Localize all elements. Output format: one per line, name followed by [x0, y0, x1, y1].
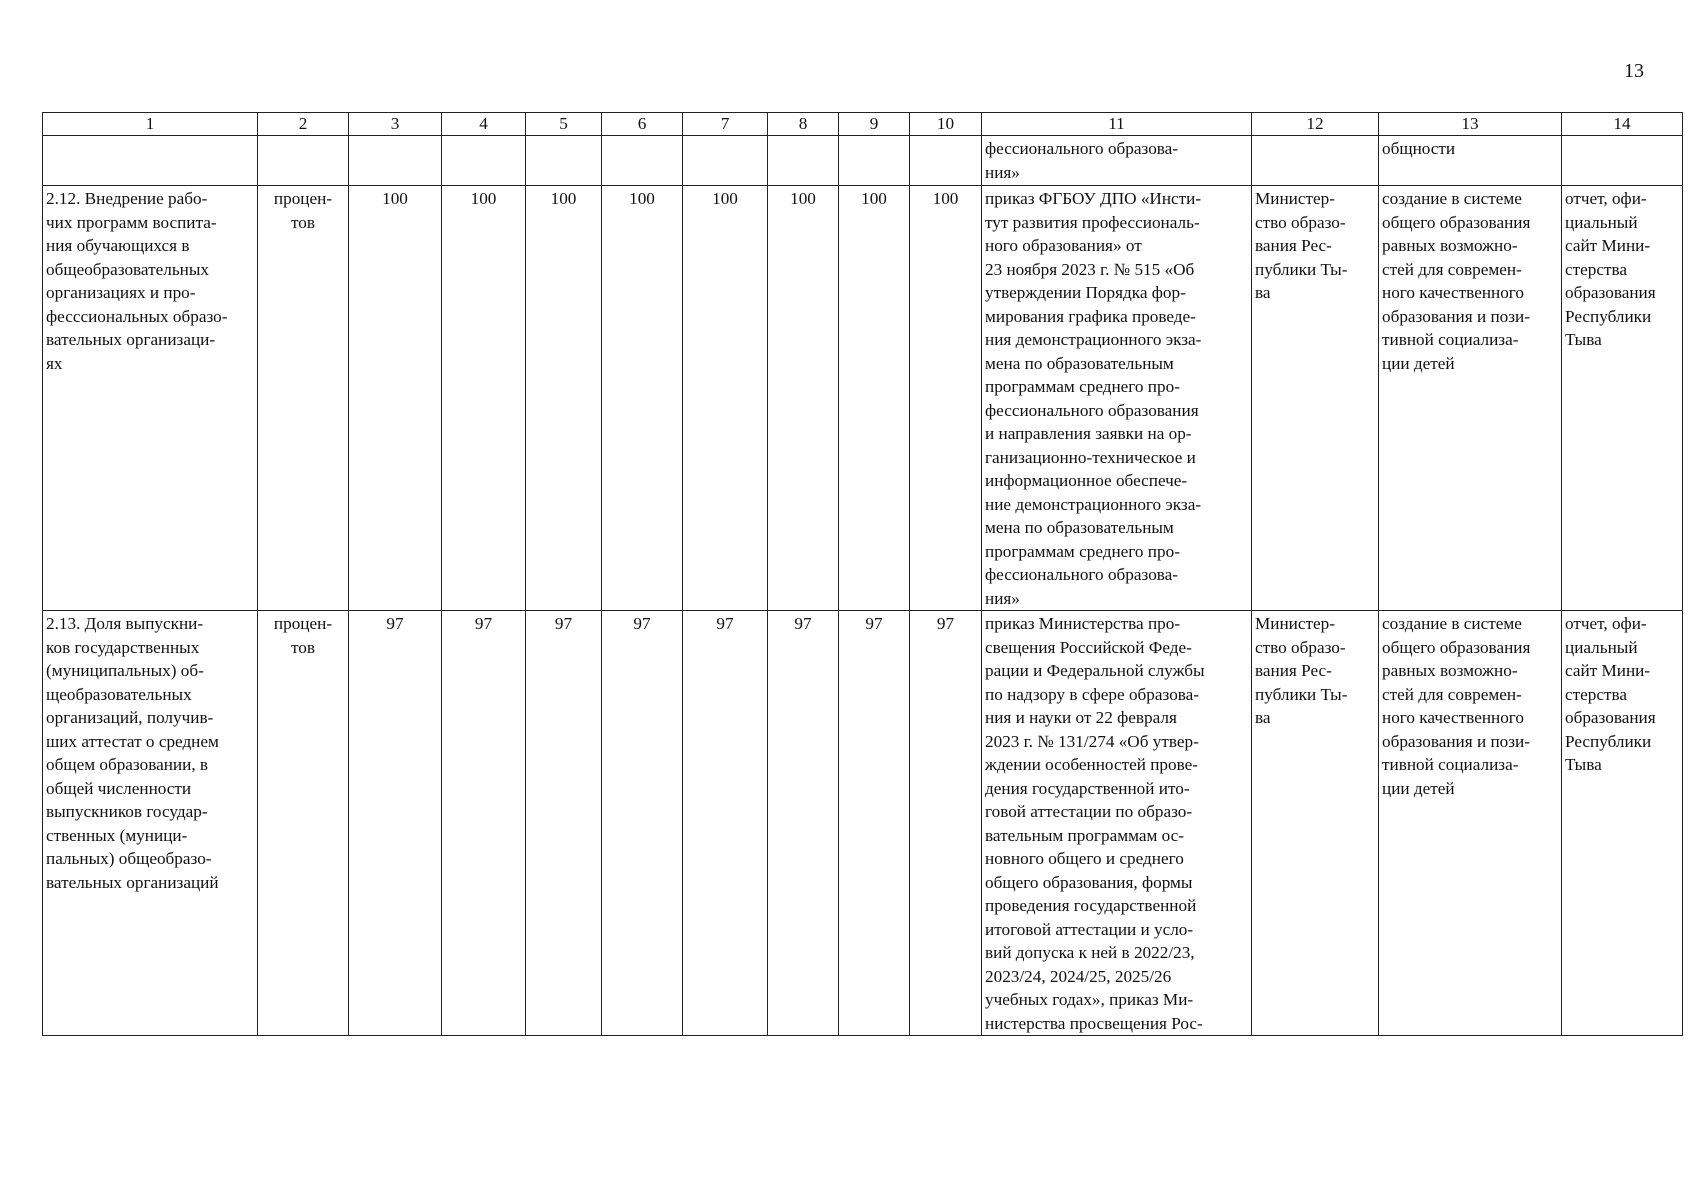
column-number: 11 [982, 113, 1252, 136]
table-cell [683, 136, 768, 186]
table-cell [258, 136, 349, 186]
page-number: 13 [1624, 60, 1644, 82]
value-cell: 100 [526, 186, 602, 611]
column-number: 13 [1379, 113, 1562, 136]
table-cell [526, 136, 602, 186]
column-number: 7 [683, 113, 768, 136]
table-cell [1562, 136, 1683, 186]
unit-cell: процен- тов [258, 186, 349, 611]
column-number: 2 [258, 113, 349, 136]
table-cell [349, 136, 442, 186]
value-cell: 100 [349, 186, 442, 611]
value-cell: 97 [768, 611, 839, 1036]
table-cell [602, 136, 683, 186]
value-cell: 97 [839, 611, 910, 1036]
value-cell: 97 [910, 611, 982, 1036]
unit-cell: процен- тов [258, 611, 349, 1036]
table-cell [1252, 136, 1379, 186]
column-number-row [43, 113, 1683, 136]
column-number: 12 [1252, 113, 1379, 136]
basis-cell: фессионального образова- ния» [982, 136, 1252, 186]
value-cell: 100 [768, 186, 839, 611]
table-row [43, 611, 1683, 1036]
value-cell: 100 [683, 186, 768, 611]
result-cell: общности [1379, 136, 1562, 186]
column-number: 3 [349, 113, 442, 136]
result-cell: создание в системе общего образования равных возможно- стей для современ- ного качественного образования и пози- тивной социализа- ции детей [1379, 186, 1562, 611]
value-cell: 100 [910, 186, 982, 611]
column-number: 5 [526, 113, 602, 136]
column-number: 10 [910, 113, 982, 136]
indicator-name-cell: 2.13. Доля выпускни- ков государственных (муниципальных) об- щеобразовательных организаций, получив- ших аттестат о среднем общем образовании, в общей численности выпускников государ- ственных (муници- пальных) общеобразо- вательных организаций [43, 611, 258, 1036]
table-cell [910, 136, 982, 186]
table-cell [839, 136, 910, 186]
column-number: 6 [602, 113, 683, 136]
source-cell: отчет, офи- циальный сайт Мини- стерства образования Республики Тыва [1562, 611, 1683, 1036]
column-number: 14 [1562, 113, 1683, 136]
basis-cell: приказ ФГБОУ ДПО «Инсти- тут развития профессиональ- ного образования» от 23 ноября 2023 г. № 515 «Об утверждении Порядка фор- мирования графика проведе- ния демонстрационного экза- мена по образовательным программам среднего про- фессионального образования и направления заявки на ор- ганизационно-техническое и информационное обеспече- ние демонстрационного экза- мена по образовательным программам среднего про- фессионального образова- ния» [982, 186, 1252, 611]
table-row [43, 186, 1683, 611]
source-cell: отчет, офи- циальный сайт Мини- стерства образования Республики Тыва [1562, 186, 1683, 611]
indicator-name-cell: 2.12. Внедрение рабо- чих программ воспита- ния обучающихся в общеобразовательных организациях и про- фесссиональных образо- вательных организаци- ях [43, 186, 258, 611]
basis-cell: приказ Министерства про- свещения Российской Феде- рации и Федеральной службы по надзору в сфере образова- ния и науки от 22 февраля 2023 г. № 131/274 «Об утвер- ждении особенностей прове- дения государственной ито- говой аттестации по образо- вательным программам ос- новного общего и среднего общего образования, формы проведения государственной итоговой аттестации и усло- вий допуска к ней в 2022/23, 2023/24, 2024/25, 2025/26 учебных годах», приказ Ми- нистерства просвещения Рос- [982, 611, 1252, 1036]
table-cell [43, 136, 258, 186]
column-number: 1 [43, 113, 258, 136]
table-cell [768, 136, 839, 186]
responsible-cell: Министер- ство образо- вания Рес- публики Ты- ва [1252, 611, 1379, 1036]
value-cell: 97 [349, 611, 442, 1036]
value-cell: 97 [442, 611, 526, 1036]
column-number: 8 [768, 113, 839, 136]
value-cell: 97 [526, 611, 602, 1036]
value-cell: 97 [602, 611, 683, 1036]
value-cell: 100 [442, 186, 526, 611]
column-number: 9 [839, 113, 910, 136]
continuation-row [43, 136, 1683, 186]
result-cell: создание в системе общего образования равных возможно- стей для современ- ного качественного образования и пози- тивной социализа- ции детей [1379, 611, 1562, 1036]
table-cell [442, 136, 526, 186]
indicators-table [42, 112, 1683, 1036]
value-cell: 100 [839, 186, 910, 611]
value-cell: 97 [683, 611, 768, 1036]
value-cell: 100 [602, 186, 683, 611]
column-number: 4 [442, 113, 526, 136]
responsible-cell: Министер- ство образо- вания Рес- публики Ты- ва [1252, 186, 1379, 611]
